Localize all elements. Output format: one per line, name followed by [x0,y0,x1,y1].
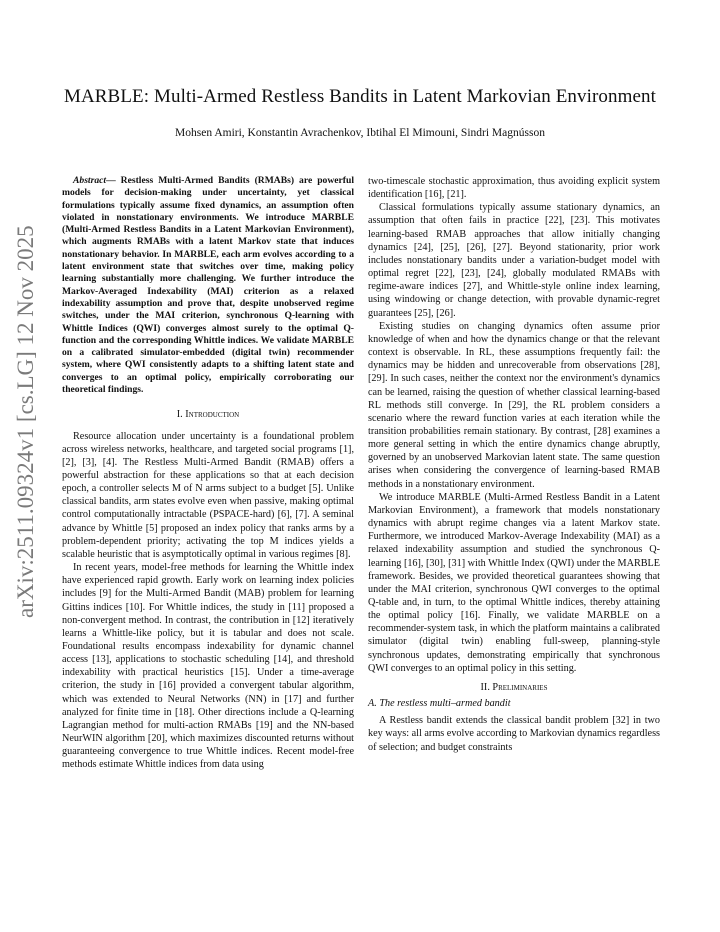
section-heading-introduction: I. Introduction [176,409,240,421]
abstract-label: Abstract [73,175,107,186]
intro-paragraph-1: Resource allocation under uncertainty is a foundational problem across wireless networks, healthcare, and targeted social programs [1], [2], [3], [4]. The Restless Multi-Armed Bandit (RMAB) offers a powerful abstraction for these applications so that at each decision epoch, a controller selects M of N arms subject to a budget [5]. Unlike classical bandits, arm states evolve even when passive, making optimal control computationally intractable (PSPACE-hard) [6], [7]. A seminal advance by Whittle [5] proposed an index policy that ranks arms by a problem-dependent priority; activating the top M indices yields a scalable heuristic that is asymptotically optimal in various regimes [8]. [62,430,354,560]
subsection-heading-rmab: A. The restless multi–armed bandit [368,698,511,710]
intro-paragraph-2: In recent years, model-free methods for learning the Whittle index have experienced rapid growth. Early work on learning index policies includes [9] for the Multi-Armed Bandit (MAB) problem for learning Gittins indices [10]. For Whittle indices, the study in [11] proposed a non-convergent method. In contrast, the contribution in [12] iteratively learns a Whittle-like policy, but it is tabular and does not scale. Foundational results encompass indexability for dynamic channel access [13], applications to stochastic scheduling [14], and threshold indexability with practical heuristics [15]. Under a time-average criterion, the study in [16] provided a convergent tabular algorithm, which was extended to Neural Networks (NN) in [17] and further analyzed for finite time in [18]. Other directions include a Q-learning Lagrangian method for multi-action RMABs [19] and the NN-based NeurWIN algorithm [20], which maximizes discounted returns without guaranteeing convergence to true Whittle indices. Recent model-free methods estimate Whittle indices from data using [62,562,354,771]
abstract-text: — Restless Multi-Armed Bandits (RMABs) are powerful models for decision-making under uncertainty, yet classical formulations typically assume fixed dynamics, an assumption often violated in nonstationary environments. We introduce MARBLE (Multi-Armed Restless Bandits in a Latent Markovian Environment), which augments RMABs with a latent Markov state that induces nonstationary behavior. In MARBLE, each arm evolves according to a latent environment state that switches over time, making policy learning substantially more challenging. We further introduce the Markov-Averaged Indexability (MAI) criterion as a relaxed indexability assumption and prove that, despite unobserved regime switches, under the MAI criterion, synchronous Q-learning with Whittle Indices (QWI) converges almost surely to the optimal Q-function and the corresponding Whittle indices. We validate MARBLE on a calibrated simulator-embedded (digital twin) recommender system, where QWI consistently adapts to a shifting latent state and converges to an optimal policy, empirically corroborating our theoretical findings. [62,175,354,396]
section-heading-preliminaries: II. Preliminaries [480,681,548,693]
paper-title: MARBLE: Multi-Armed Restless Bandits in Latent Markovian Environment [63,86,657,107]
arxiv-identifier: arXiv:2511.09324v1 [cs.LG] 12 Nov 2025 [13,225,38,618]
right-column [368,175,660,754]
abstract [62,175,354,396]
right-paragraph-0: two-timescale stochastic approximation, thus avoiding explicit system identification [16], [21]. [368,176,660,201]
right-paragraph-4: A Restless bandit extends the classical bandit problem [32] in two key ways: all arms evolve according to Markovian dynamics regardless of selection; and budget constraints [368,715,660,753]
paper-authors: Mohsen Amiri, Konstantin Avrachenkov, Ibtihal El Mimouni, Sindri Magnússon [175,127,545,139]
right-paragraph-3: We introduce MARBLE (Multi-Armed Restless Bandit in a Latent Markovian Environment), a framework that models nonstationary dynamics with abrupt regime changes via a latent Markov state. Furthermore, we introduced Markov-Average Indexability (MAI) as a relaxed indexability assumption and studied the synchronous Q-learning [16], [30], [31] with Whittle Index (QWI) under the MARBLE framework. Besides, we provided theoretical guarantees showing that under the MAI criterion, synchronous QWI converges to the optimal Q-table and, in turn, to the optimal Whittle indices, thereby attaining the optimal policy [16]. Finally, we validate MARBLE on a recommender-system task, in which the platform maintains a calibrated simulator (digital twin) enabling full-sweep, planning-style synchronous updates, demonstrating empirically that synchronous QWI converges to an optimal policy in this setting. [368,491,660,674]
right-paragraph-2: Existing studies on changing dynamics often assume prior knowledge of when and how the dynamics change or that the relevant context is observable. In RL, these assumptions frequently fail: the dynamics may be hidden and unrecoverable from observations [28], [29]. In such cases, neither the context nor the environment's dynamics can be learned, raising the question of whether classical learning-based RL methods still converge. In [29], the RL problem considers a scenario where the reward function varies at each iteration while the transition probabilities remain stationary. By contrast, [28] examines a more general setting in which the entire dynamics change abruptly, governed by an unobserved Markovian latent state. The same question arises when considering the convergence of learning-based RMAB methods in a nonstationary environment. [368,320,660,490]
right-paragraph-1: Classical formulations typically assume stationary dynamics, an assumption that often fails in practice [22], [23]. This motivates learning-based RMAB approaches that allow initially changing dynamics [24], [25], [26], [27]. Beyond stationarity, prior work includes nonstationary bandits under a variation-budget model with optimal regret [22], [23], [24], globally modulated RMABs with regime-aware indices [27], and Whittle-style online index learning, using windowing or change detection, with provable dynamic-regret guarantees [25], [26]. [368,202,660,319]
left-column [62,175,354,772]
